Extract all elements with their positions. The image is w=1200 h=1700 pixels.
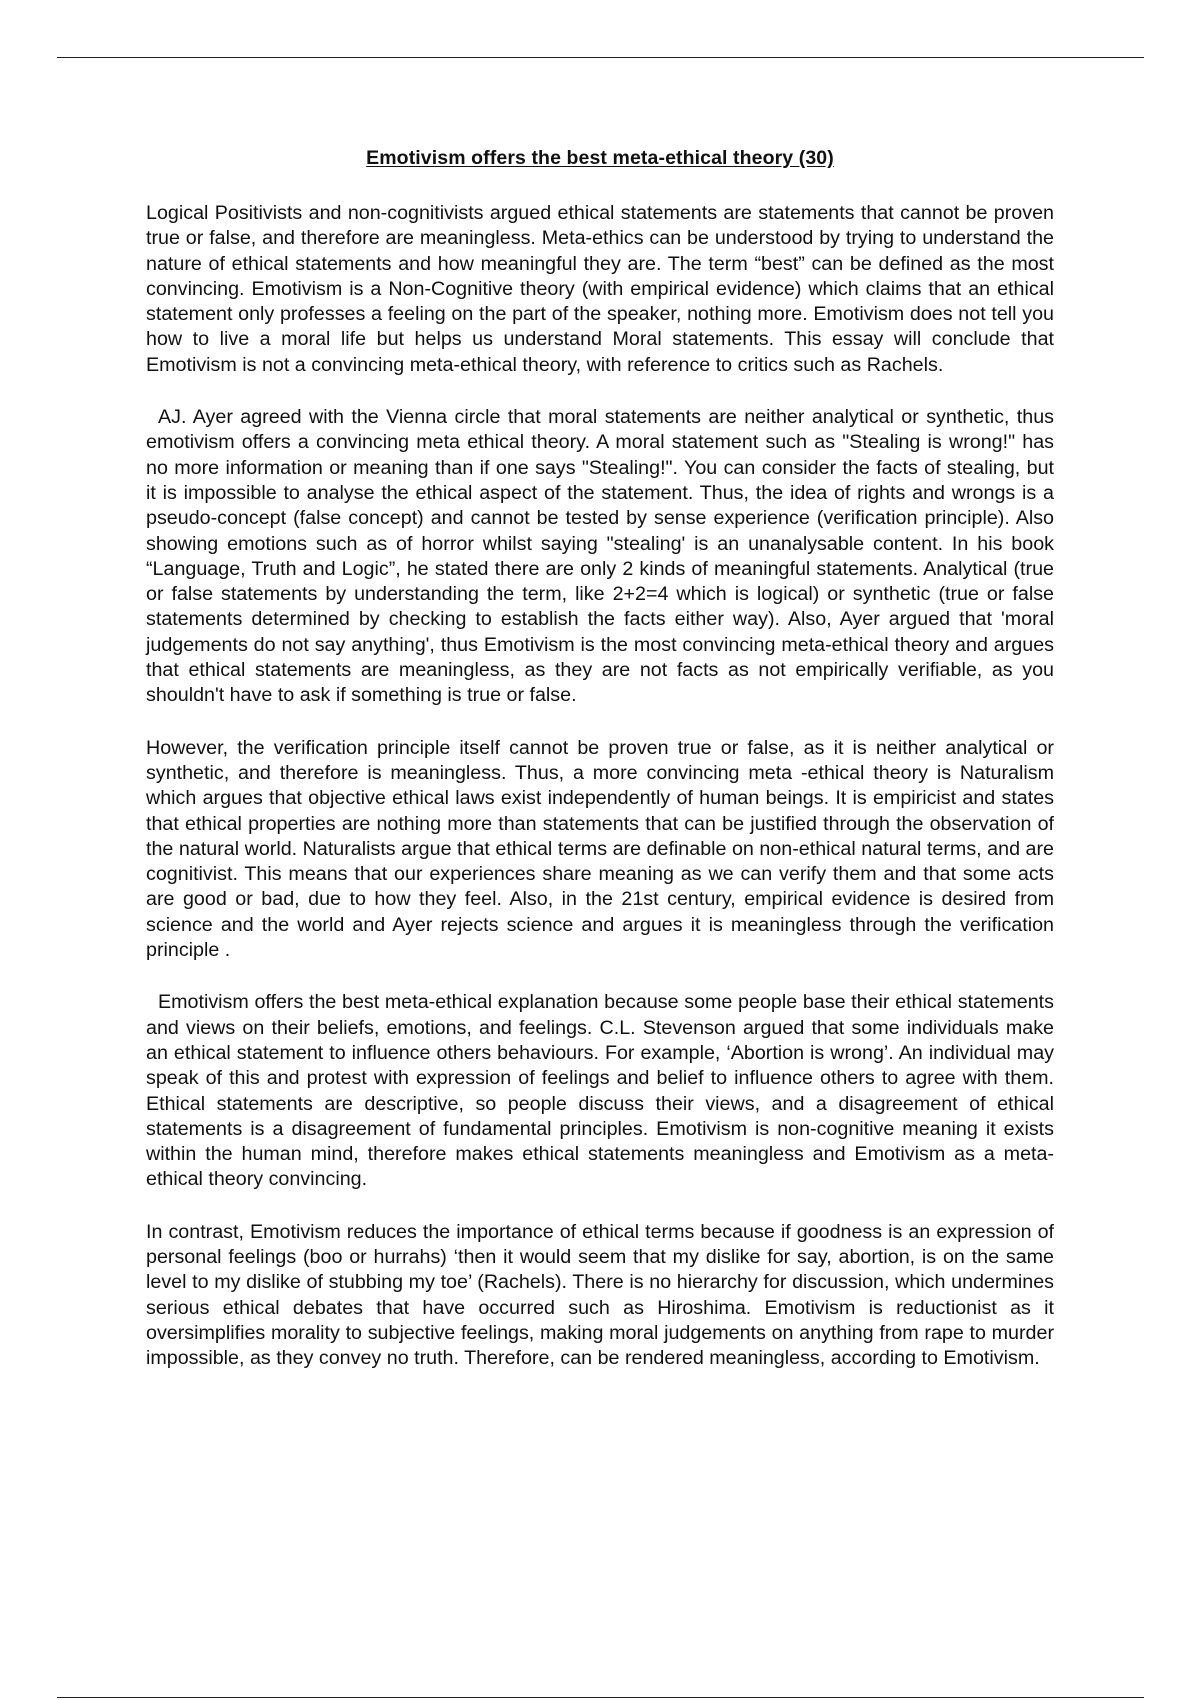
paragraph-ayer: AJ. Ayer agreed with the Vienna circle that moral statements are neither analytical or synthetic, thus emotivism offers a convincing meta ethical theory. A moral statement such as "Stealing is wrong!" has no more information or meaning than if one says "Stealing!". You can consider the facts of stealing, but it is impossible to analyse the ethical aspect of the statement. Thus, the idea of rights and wrongs is a pseudo-concept (false concept) and cannot be tested by sense experience (verification principle). Also showing emotions such as of horror whilst saying "stealing' is an unanalysable content. In his book “Language, Truth and Logic”, he stated there are only 2 kinds of meaningful statements. Analytical (true or false statements by understanding the term, like 2+2=4 which is logical) or synthetic (true or false statements determined by checking to establish the facts either way). Also, Ayer argued that 'moral judgements do not say anything', thus Emotivism is the most convincing meta-ethical theory and argues that ethical statements are meaningless, as they are not facts as not empirically verifiable, as you shouldn't have to ask if something is true or false. (146, 406, 1054, 707)
paragraph-stevenson: Emotivism offers the best meta-ethical explanation because some people base their ethical statements and views on their beliefs, emotions, and feelings. C.L. Stevenson argued that some individuals make an ethical statement to influence others behaviours. For example, ‘Abortion is wrong’. An individual may speak of this and protest with expression of feelings and belief to influence others to agree with them. Ethical statements are descriptive, so people discuss their views, and a disagreement of ethical statements is a disagreement of fundamental principles. Emotivism is non-cognitive meaning it exists within the human mind, therefore makes ethical statements meaningless and Emotivism as a meta-ethical theory convincing. (146, 991, 1054, 1191)
bottom-rule (57, 1697, 1144, 1698)
essay-title: Emotivism offers the best meta-ethical theory (30) (366, 147, 834, 169)
paragraph-introduction: Logical Positivists and non-cognitivists argued ethical statements are statements that cannot be proven true or false, and therefore are meaningless. Meta-ethics can be understood by trying to understand the nature of ethical statements and how meaningful they are. The term “best” can be defined as the most convincing. Emotivism is a Non-Cognitive theory (with empirical evidence) which claims that an ethical statement only professes a feeling on the part of the speaker, nothing more. Emotivism does not tell you how to live a moral life but helps us understand Moral statements. This essay will conclude that Emotivism is not a convincing meta-ethical theory, with reference to critics such as Rachels. (146, 202, 1054, 376)
paragraph-verification-critique: However, the verification principle itself cannot be proven true or false, as it is neither analytical or synthetic, and therefore is meaningless. Thus, a more convincing meta -ethical theory is Naturalism which argues that objective ethical laws exist independently of human beings. It is empiricist and states that ethical properties are nothing more than statements that can be justified through the observation of the natural world. Naturalists argue that ethical terms are definable on non-ethical natural terms, and are cognitivist. This means that our experiences share meaning as we can verify them and that some acts are good or bad, due to how they feel. Also, in the 21st century, empirical evidence is desired from science and the world and Ayer rejects science and argues it is meaningless through the verification principle . (146, 736, 1054, 962)
paragraph-rachels: In contrast, Emotivism reduces the importance of ethical terms because if goodness is an expression of personal feelings (boo or hurrahs) ‘then it would seem that my dislike for say, abortion, is on the same level to my dislike of stubbing my toe’ (Rachels). There is no hierarchy for discussion, which undermines serious ethical debates that have occurred such as Hiroshima. Emotivism is reductionist as it oversimplifies morality to subjective feelings, making moral judgements on anything from rape to murder impossible, as they convey no truth. Therefore, can be rendered meaningless, according to Emotivism. (146, 1220, 1054, 1370)
top-rule (57, 57, 1144, 58)
document-body (146, 145, 1054, 1398)
